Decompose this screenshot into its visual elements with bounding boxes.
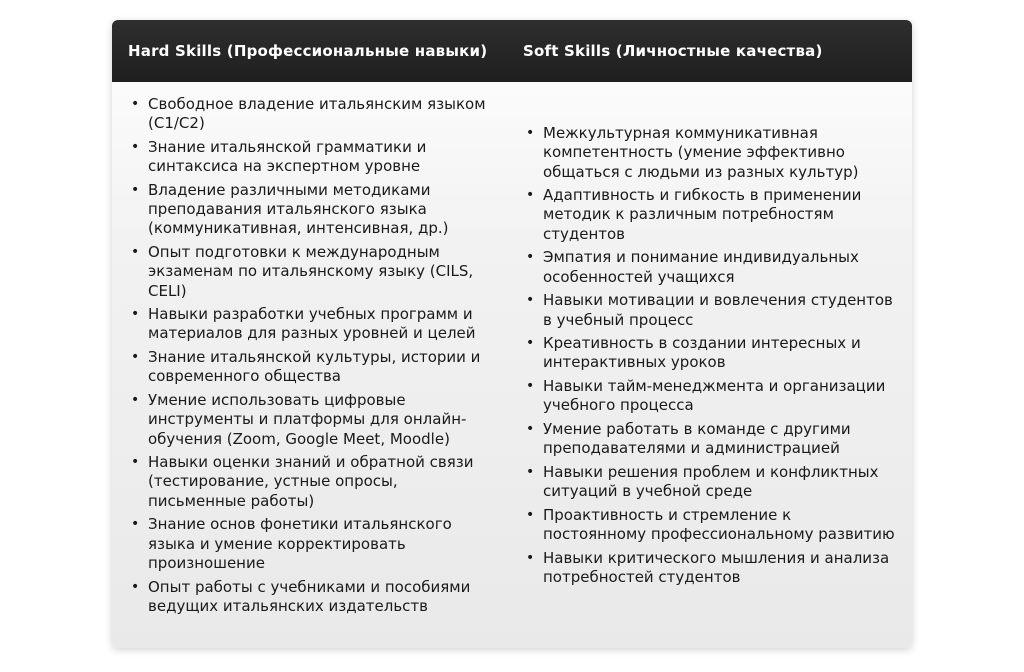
list-item	[128, 95, 496, 134]
table-header	[112, 20, 912, 82]
list-item	[128, 181, 496, 239]
bullet-icon: •	[526, 506, 535, 523]
bullet-icon: •	[526, 378, 535, 395]
bullet-icon: •	[131, 578, 140, 595]
bullet-icon: •	[526, 125, 535, 141]
list-item	[523, 124, 898, 182]
list-item	[128, 515, 496, 573]
soft-skill-text: Навыки критического мышления и анализа потребностей студентов	[543, 548, 890, 586]
soft-skill-text: Умение работать в команде с другими преподавателями и администрацией	[543, 419, 851, 458]
list-item	[523, 248, 898, 287]
soft-skill-text: Адаптивность и гибкость в применении методик к различным потребностям студентов	[543, 186, 862, 243]
list-item	[523, 334, 898, 373]
bullet-icon: •	[131, 306, 140, 323]
hard-skill-text: Умение использовать цифровые инструменты и платформы для онлайн-обучения (Zoom, Google Meet, Moodle)	[148, 390, 467, 448]
list-item	[523, 186, 898, 244]
list-item	[523, 420, 898, 459]
list-item	[128, 348, 496, 387]
bullet-icon: •	[526, 187, 535, 204]
list-item	[523, 291, 898, 330]
list-item	[128, 453, 496, 511]
skills-table	[112, 20, 912, 648]
hard-skill-text: Опыт работы с учебниками и пособиями ведущих итальянских издательств	[148, 577, 471, 615]
bullet-icon: •	[526, 249, 535, 266]
bullet-icon: •	[131, 243, 140, 260]
hard-skill-text: Навыки оценки знаний и обратной связи (тестирование, устные опросы, письменные работы)	[148, 453, 474, 510]
bullet-icon: •	[526, 420, 535, 437]
hard-skill-text: Владение различными методиками преподавания итальянского языка (коммуникативная, интенсивная, др.)	[148, 180, 449, 238]
hard-skills-list	[128, 95, 496, 620]
list-item	[128, 578, 496, 617]
hard-skill-text: Знание основ фонетики итальянского языка и умение корректировать произношение	[148, 515, 452, 572]
soft-skill-text: Навыки мотивации и вовлечения студентов в учебный процесс	[543, 291, 893, 329]
hard-skills-header: Hard Skills (Профессиональные навыки)	[128, 42, 488, 60]
soft-skill-text: Креативность в создании интересных и интерактивных уроков	[543, 334, 861, 372]
soft-skill-text: Навыки решения проблем и конфликтных ситуаций в учебной среде	[543, 462, 879, 501]
bullet-icon: •	[131, 138, 140, 155]
bullet-icon: •	[526, 549, 535, 566]
bullet-icon: •	[131, 391, 140, 408]
bullet-icon: •	[131, 349, 140, 366]
hard-skill-text: Опыт подготовки к международным экзаменам по итальянскому языку (CILS, CELI)	[148, 242, 474, 300]
soft-skills-list	[523, 124, 898, 592]
bullet-icon: •	[526, 463, 535, 480]
list-item	[128, 391, 496, 449]
hard-skill-text: Знание итальянской культуры, истории и современного общества	[148, 348, 481, 386]
bullet-icon: •	[526, 292, 535, 309]
list-item	[523, 549, 898, 588]
hard-skill-text: Свободное владение итальянским языком (C1/C2)	[148, 95, 486, 133]
hard-skill-text: Знание итальянской грамматики и синтаксиса на экспертном уровне	[148, 137, 427, 176]
soft-skill-text: Эмпатия и понимание индивидуальных особенностей учащихся	[543, 248, 859, 286]
bullet-icon: •	[131, 181, 140, 198]
bullet-icon: •	[131, 454, 140, 471]
soft-skills-header: Soft Skills (Личностные качества)	[523, 42, 823, 60]
list-item	[523, 463, 898, 502]
bullet-icon: •	[131, 516, 140, 533]
list-item	[128, 138, 496, 177]
soft-skill-text: Межкультурная коммуникативная компетентность (умение эффективно общаться с людьми из разных культур)	[543, 124, 859, 181]
list-item	[523, 377, 898, 416]
list-item	[523, 506, 898, 545]
list-item	[128, 243, 496, 301]
list-item	[128, 305, 496, 344]
soft-skill-text: Навыки тайм-менеджмента и организации учебного процесса	[543, 377, 886, 415]
bullet-icon: •	[526, 335, 535, 352]
hard-skill-text: Навыки разработки учебных программ и материалов для разных уровней и целей	[148, 305, 476, 343]
bullet-icon: •	[131, 96, 140, 112]
soft-skill-text: Проактивность и стремление к постоянному профессиональному развитию	[543, 505, 895, 544]
